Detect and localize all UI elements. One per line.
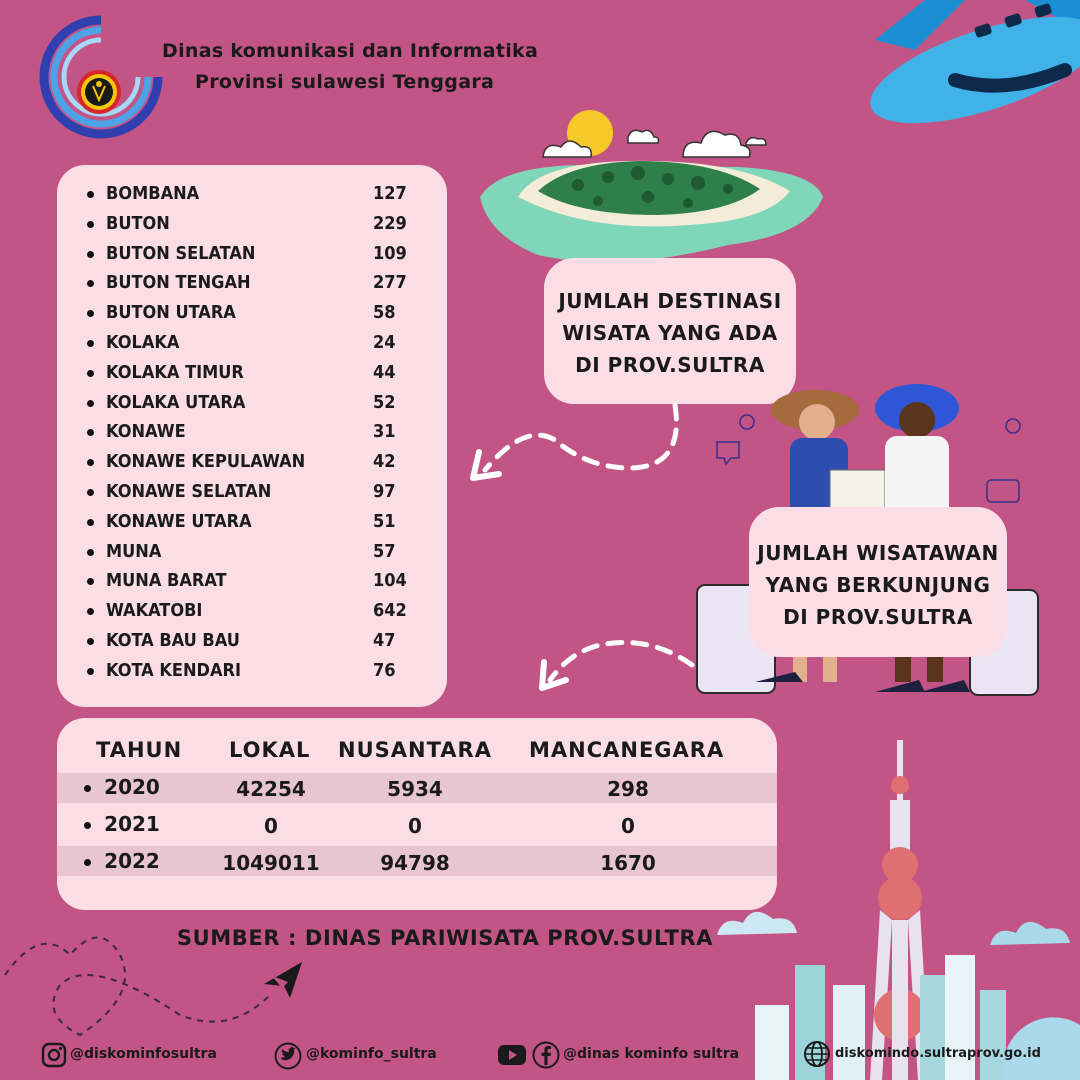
table-cell-lokal: 0: [264, 814, 278, 838]
destinations-bubble-line1: JUMLAH DESTINASI: [558, 289, 782, 313]
website-url[interactable]: diskomindo.sultraprov.go.id: [835, 1046, 1041, 1061]
destination-count: 642: [373, 600, 407, 622]
table-cell-mancanegara: 1670: [600, 851, 656, 875]
list-item: [57, 626, 447, 656]
bullet-icon: [84, 859, 91, 866]
bullet-icon: [87, 519, 94, 526]
destination-count: 277: [373, 272, 407, 294]
destination-count: 127: [373, 183, 407, 204]
small-plane-icon: [262, 958, 304, 1000]
table-header-tahun: TAHUN: [96, 738, 183, 762]
destination-name: BUTON: [106, 212, 170, 234]
globe-icon[interactable]: [803, 1040, 831, 1068]
list-item: [57, 537, 447, 567]
list-item: [57, 507, 447, 537]
bullet-icon: [87, 191, 94, 198]
table-header-lokal: LOKAL: [229, 738, 311, 762]
destination-count: 42: [373, 451, 396, 473]
destination-count: 47: [373, 629, 396, 651]
table-cell-mancanegara: 0: [621, 814, 635, 838]
table-cell-year: 2020: [104, 775, 160, 799]
destination-count: 229: [373, 212, 407, 234]
instagram-handle[interactable]: @diskominfosultra: [70, 1046, 217, 1062]
list-item: [57, 447, 447, 477]
bullet-icon: [87, 489, 94, 496]
tourists-bubble-line3: DI PROV.SULTRA: [783, 605, 973, 629]
destination-count: 52: [373, 391, 396, 413]
header-title-line1: Dinas komunikasi dan Informatika: [162, 40, 539, 62]
bullet-icon: [87, 608, 94, 615]
destination-count: 58: [373, 302, 396, 324]
destination-name: BUTON UTARA: [106, 302, 236, 324]
destination-name: MUNA: [106, 540, 162, 562]
table-cell-nusantara: 0: [408, 814, 422, 838]
bullet-icon: [87, 459, 94, 466]
destination-count: 109: [373, 242, 407, 264]
bullet-icon: [87, 221, 94, 228]
destination-count: 24: [373, 331, 396, 353]
table-cell-mancanegara: 298: [607, 777, 649, 801]
youtube-facebook-handle[interactable]: @dinas kominfo sultra: [563, 1046, 740, 1062]
bullet-icon: [84, 822, 91, 829]
bullet-icon: [87, 549, 94, 556]
tourists-bubble: [749, 507, 1007, 657]
list-item: [57, 417, 447, 447]
tourists-bubble-line2: YANG BERKUNJUNG: [765, 573, 991, 597]
table-cell-year: 2022: [104, 849, 160, 873]
list-item: [57, 268, 447, 298]
list-item: [57, 566, 447, 596]
destination-count: 76: [373, 659, 396, 681]
list-item: [57, 298, 447, 328]
destination-name: KONAWE UTARA: [106, 510, 252, 532]
youtube-icon[interactable]: [497, 1044, 527, 1066]
list-item: [57, 179, 447, 209]
list-item: [57, 656, 447, 686]
bullet-icon: [84, 785, 91, 792]
bullet-icon: [87, 638, 94, 645]
list-item: [57, 596, 447, 626]
source-credit: SUMBER : DINAS PARIWISATA PROV.SULTRA: [176, 926, 714, 950]
destination-count: 57: [373, 540, 396, 562]
destination-name: KOTA BAU BAU: [106, 629, 240, 651]
twitter-handle[interactable]: @kominfo_sultra: [306, 1046, 437, 1062]
bullet-icon: [87, 578, 94, 585]
bullet-icon: [87, 668, 94, 675]
bullet-icon: [87, 429, 94, 436]
table-cell-lokal: 42254: [236, 777, 306, 801]
destinations-bubble-line2: WISATA YANG ADA: [562, 321, 778, 345]
destination-name: KONAWE SELATAN: [106, 480, 272, 502]
destinations-list: [57, 179, 447, 686]
twitter-icon[interactable]: [274, 1042, 302, 1070]
table-header-nusantara: NUSANTARA: [338, 738, 492, 762]
table-cell-nusantara: 5934: [387, 777, 443, 801]
instagram-icon[interactable]: [41, 1042, 67, 1068]
destination-name: BUTON SELATAN: [106, 242, 256, 264]
list-item: [57, 477, 447, 507]
island-illustration: [478, 105, 828, 270]
destination-name: BUTON TENGAH: [106, 272, 251, 294]
table-cell-year: 2021: [104, 812, 160, 836]
list-item: [57, 239, 447, 269]
header-title-line2: Provinsi sulawesi Tenggara: [195, 71, 495, 93]
list-item: [57, 388, 447, 418]
destination-count: 104: [373, 570, 407, 592]
bullet-icon: [87, 251, 94, 258]
destination-count: 44: [373, 361, 396, 383]
tourists-bubble-line1: JUMLAH WISATAWAN: [757, 541, 999, 565]
table-header-mancanegara: MANCANEGARA: [529, 738, 725, 762]
destination-name: KOLAKA: [106, 331, 180, 353]
bullet-icon: [87, 400, 94, 407]
table-cell-nusantara: 94798: [380, 851, 450, 875]
destination-name: KOLAKA UTARA: [106, 391, 246, 413]
bullet-icon: [87, 370, 94, 377]
bullet-icon: [87, 310, 94, 317]
facebook-icon[interactable]: [532, 1041, 560, 1069]
destination-name: BOMBANA: [106, 183, 200, 204]
list-item: [57, 209, 447, 239]
destination-name: WAKATOBI: [106, 600, 203, 622]
list-item: [57, 328, 447, 358]
bullet-icon: [87, 340, 94, 347]
destination-name: MUNA BARAT: [106, 570, 227, 592]
destination-count: 97: [373, 480, 396, 502]
destinations-bubble-line3: DI PROV.SULTRA: [575, 353, 765, 377]
dashed-arrow-1: [465, 400, 690, 490]
logo-emblem: [38, 14, 164, 140]
list-item: [57, 358, 447, 388]
destination-count: 31: [373, 421, 396, 443]
destination-count: 51: [373, 510, 396, 532]
destinations-list-card: [57, 165, 447, 707]
bullet-icon: [87, 280, 94, 287]
airplane-illustration: [855, 0, 1080, 125]
destination-name: KOLAKA TIMUR: [106, 361, 244, 383]
destination-name: KONAWE KEPULAWAN: [106, 451, 306, 473]
destination-name: KONAWE: [106, 421, 186, 443]
destination-name: KOTA KENDARI: [106, 659, 241, 681]
dashed-arrow-2: [530, 630, 700, 695]
table-cell-lokal: 1049011: [222, 851, 320, 875]
